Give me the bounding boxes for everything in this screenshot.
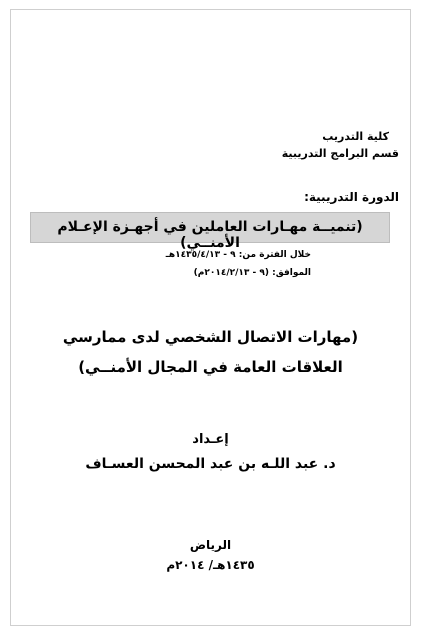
author-name: د. عبد اللـه بن عبد المحسن العسـاف xyxy=(85,456,336,472)
organization-block xyxy=(199,128,399,162)
course-title: (تنميــة مهـارات العاملين في أجهـزة الإعـلام الأمنــي) xyxy=(57,219,363,251)
course-period: خلال الفترة من: ٩ - ١٤٣٥/٤/١٣هـ xyxy=(165,250,311,260)
city-name: الرياض xyxy=(189,538,232,552)
page-frame xyxy=(10,9,411,626)
subject-title-line-1: (مهارات الاتصال الشخصي لدى ممارسي xyxy=(62,328,359,346)
college-name: كلية التدريب xyxy=(322,130,389,143)
department-name: قسم البرامج التدريبية xyxy=(281,147,399,160)
course-title-box xyxy=(30,212,390,251)
course-period-gregorian: الموافق: (٩ - ٢٠١٤/٢/١٣م) xyxy=(193,268,311,278)
publication-year: ١٤٣٥هـ/ ٢٠١٤م xyxy=(166,558,255,572)
prepared-by-label: إعـداد xyxy=(192,432,229,447)
subject-title-line-2: العلاقات العامة في المجال الأمنــي) xyxy=(78,358,343,376)
course-label: الدورة التدريبية: xyxy=(304,190,399,204)
